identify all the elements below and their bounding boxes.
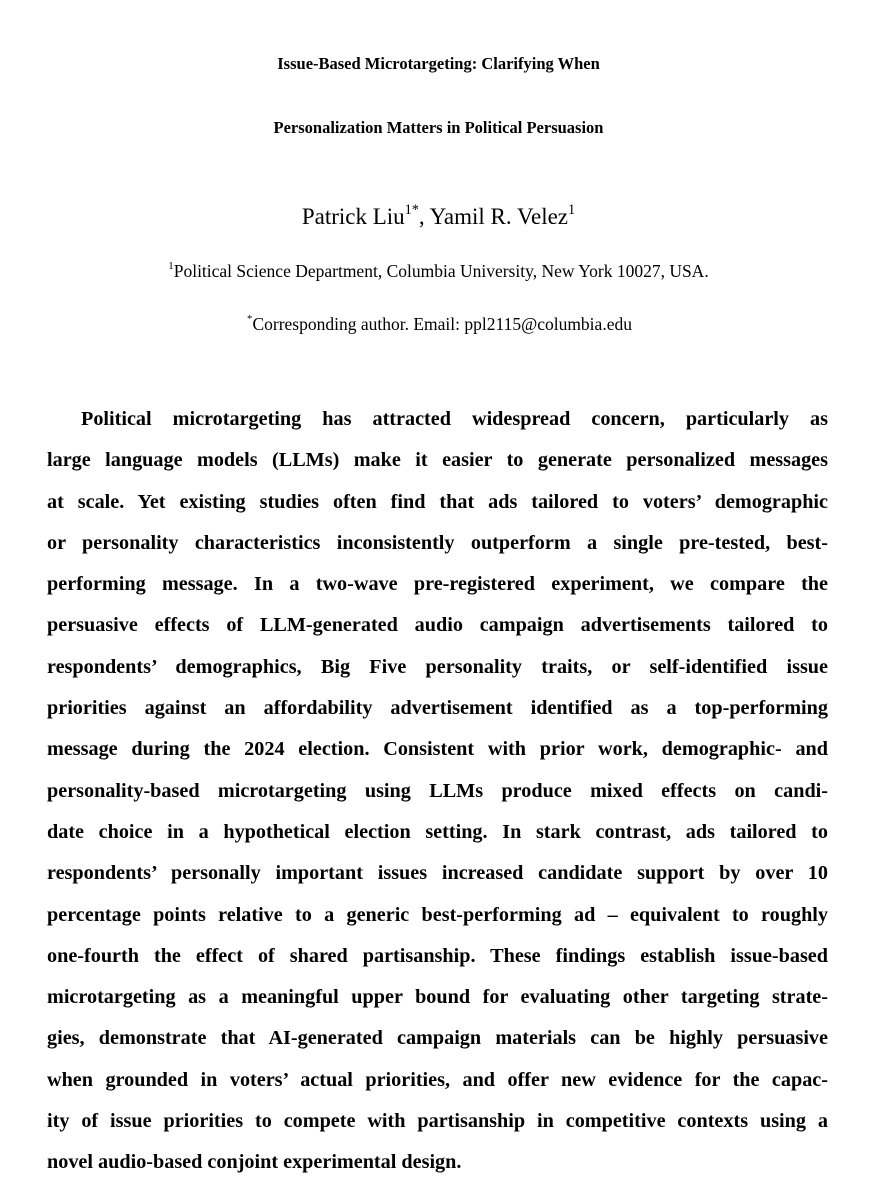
affiliation-text: Political Science Department, Columbia University, New York 10027, USA. xyxy=(173,261,709,281)
abstract-line: gies, demonstrate that AI-generated campaign materials can be highly persuasive xyxy=(47,1027,828,1050)
author-affiliation-mark: 1* xyxy=(404,202,419,219)
abstract-line: percentage points relative to a generic best-performing ad – equivalent to roughly xyxy=(47,903,828,926)
abstract xyxy=(47,399,828,1184)
abstract-line: priorities against an affordability advertisement identified as a top-performing xyxy=(47,697,828,720)
abstract-line: Political microtargeting has attracted widespread concern, particularly as xyxy=(81,408,828,430)
abstract-line: personality-based microtargeting using LLMs produce mixed effects on candi- xyxy=(47,779,828,802)
abstract-line: novel audio-based conjoint experimental design. xyxy=(47,1151,462,1174)
title-line-1: Issue-Based Microtargeting: Clarifying When xyxy=(277,54,600,73)
abstract-line: date choice in a hypothetical election setting. In stark contrast, ads tailored to xyxy=(47,820,828,843)
abstract-line: one-fourth the effect of shared partisanship. These findings establish issue-based xyxy=(47,944,828,967)
author-affiliation-mark: 1 xyxy=(568,202,576,219)
abstract-line: ity of issue priorities to compete with partisanship in competitive contexts using a xyxy=(47,1110,828,1133)
author-list xyxy=(0,199,877,238)
abstract-line: large language models (LLMs) make it easier to generate personalized messages xyxy=(47,449,828,472)
author-name: Yamil R. Velez xyxy=(429,204,569,229)
abstract-line: when grounded in voters’ actual priorities, and offer new evidence for the capac- xyxy=(47,1068,828,1091)
abstract-line: at scale. Yet existing studies often find that ads tailored to voters’ demographic xyxy=(47,490,828,513)
abstract-line: message during the 2024 election. Consistent with prior work, demographic- and xyxy=(47,738,828,761)
abstract-line: respondents’ personally important issues increased candidate support by over 10 xyxy=(47,862,828,885)
abstract-line: microtargeting as a meaningful upper bound for evaluating other targeting strate- xyxy=(47,986,828,1009)
corresponding-mark: * xyxy=(247,313,253,326)
abstract-line: performing message. In a two-wave pre-registered experiment, we compare the xyxy=(47,573,828,596)
affiliation-mark: 1 xyxy=(168,260,174,273)
author-separator: , xyxy=(418,204,430,229)
abstract-line: persuasive effects of LLM-generated audio campaign advertisements tailored to xyxy=(47,614,828,637)
abstract-line: or personality characteristics inconsistently outperform a single pre-tested, best- xyxy=(47,531,828,554)
corresponding-author-note xyxy=(0,310,877,341)
author-name: Patrick Liu xyxy=(301,204,405,229)
corresponding-author-text: Corresponding author. Email: ppl2115@columbia.edu xyxy=(252,314,632,334)
title-line-2: Personalization Matters in Political Persuasion xyxy=(273,118,604,137)
abstract-line: respondents’ demographics, Big Five personality traits, or self-identified issue xyxy=(47,655,828,678)
affiliation xyxy=(0,257,877,288)
paper-title xyxy=(0,32,877,160)
